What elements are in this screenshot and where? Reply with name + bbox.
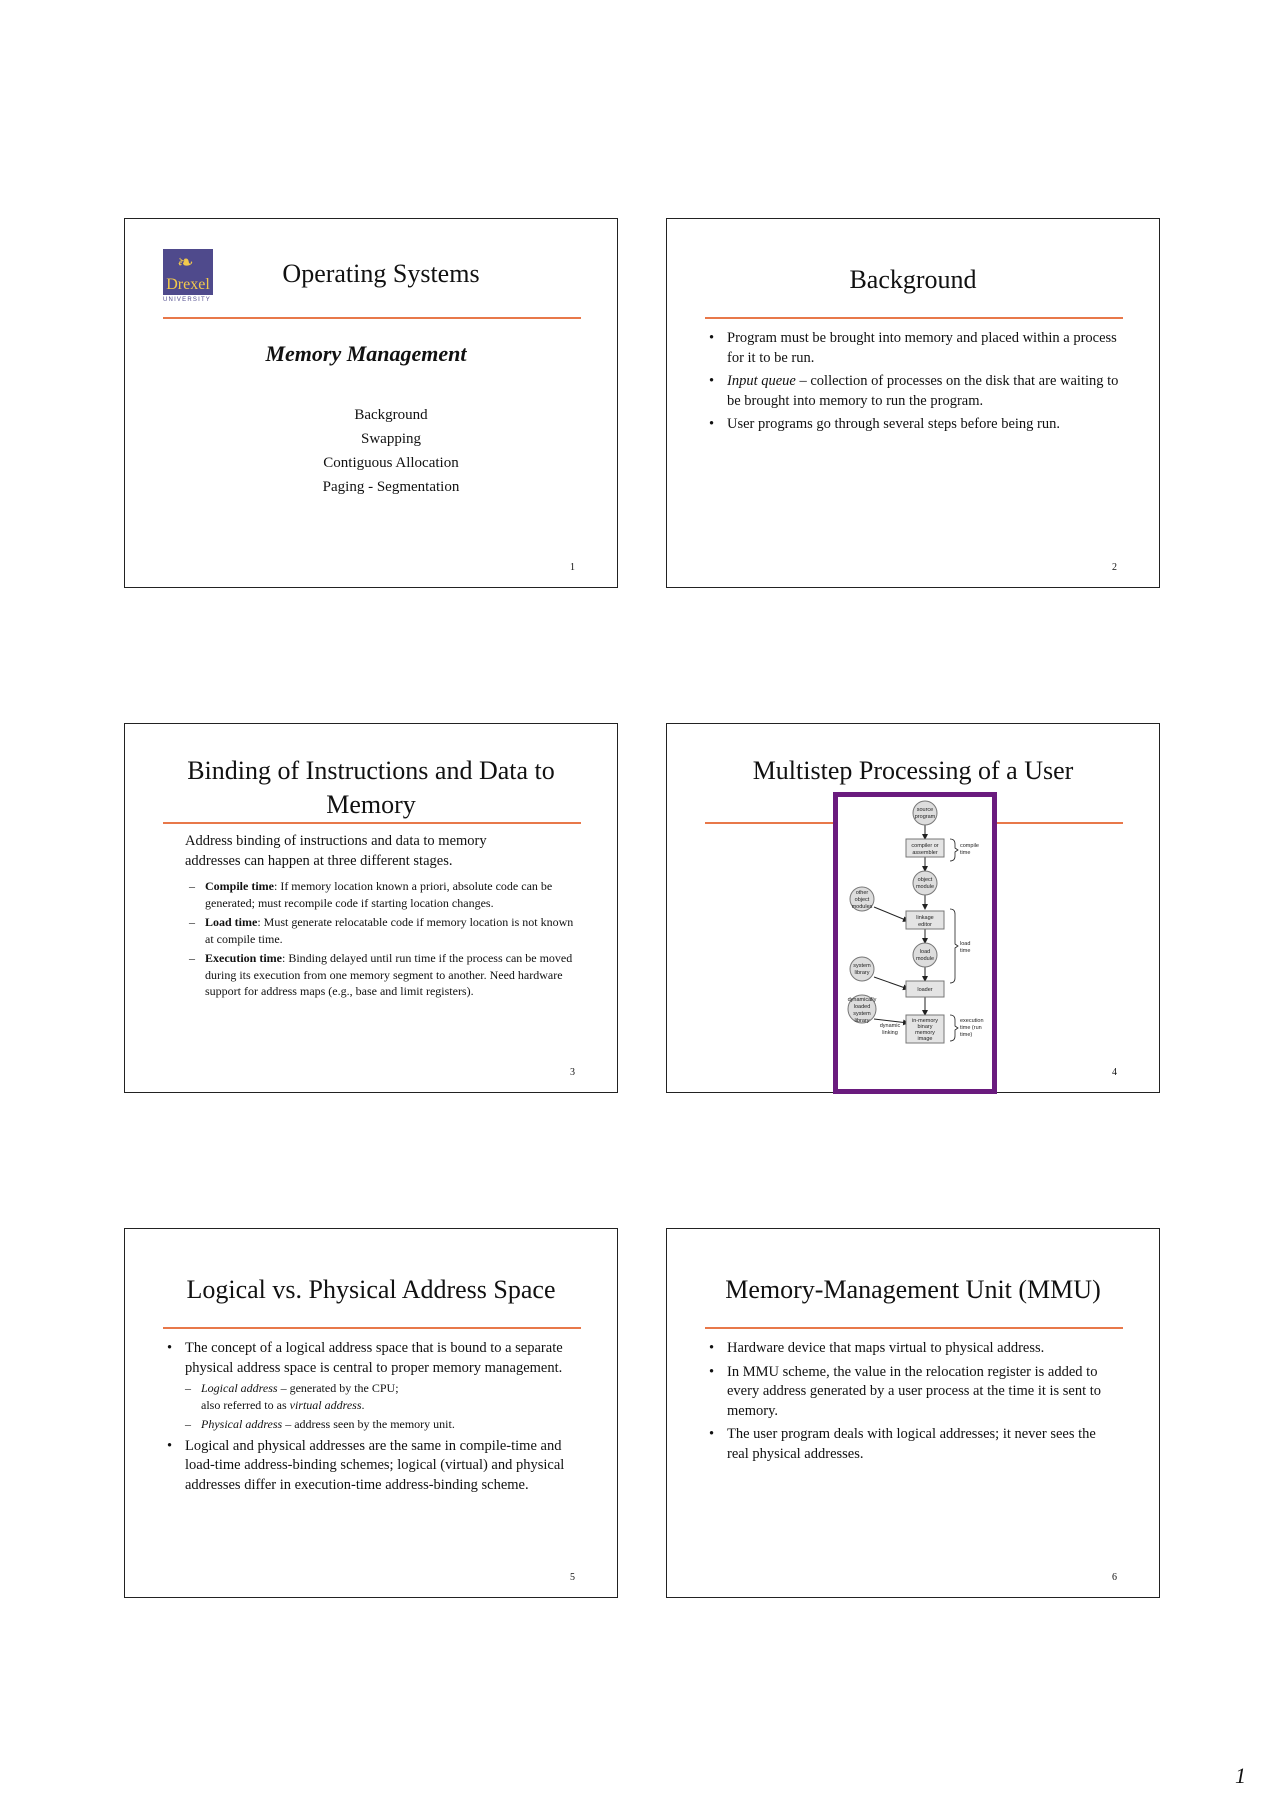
- label-line: modules: [851, 904, 873, 910]
- label-line: object: [854, 897, 870, 903]
- sub-item: [185, 1416, 577, 1433]
- slide-5: [124, 1228, 618, 1598]
- label-line: linkage: [916, 915, 934, 921]
- term: Logical address: [201, 1381, 278, 1395]
- title-rule: [163, 317, 581, 319]
- object-module-node: [913, 871, 937, 895]
- label-line: module: [915, 956, 935, 962]
- label-line: compile: [960, 843, 979, 849]
- label-line: library: [854, 1018, 870, 1024]
- bullet-item: • Program must be brought into memory and placed within a process for it to be run.: [703, 329, 1123, 368]
- slide-subtitle: Memory Management: [265, 341, 467, 366]
- topic-item: Swapping: [361, 431, 421, 447]
- term: Input queue: [727, 373, 796, 389]
- slide-title: Binding of Instructions and Data to Memory: [187, 756, 555, 819]
- definition: .: [361, 1397, 365, 1412]
- label-line: source: [916, 807, 934, 813]
- bullet-item: • Logical and physical addresses are the same in compile-time and load-time address-binding schemes; logical (virtual) and physical addresses differ in execution-time address-binding scheme.: [161, 1437, 577, 1496]
- label-line: load: [919, 949, 931, 955]
- slide-1: [124, 218, 618, 588]
- label-line: load: [960, 941, 971, 947]
- title-rule: [163, 1327, 581, 1329]
- slide-title: Multistep Processing of a User: [752, 756, 1074, 785]
- topic-item: Paging - Segmentation: [322, 479, 460, 495]
- label-line: assembler: [912, 850, 938, 856]
- label-line: compiler or: [911, 843, 939, 849]
- term: virtual address: [289, 1397, 362, 1412]
- system-library-node: [850, 957, 874, 981]
- sub-item: [189, 950, 579, 1000]
- sub-item: [185, 1380, 577, 1413]
- logo-name: Drexel: [166, 276, 210, 293]
- label-line: other: [855, 890, 869, 896]
- term: Physical address: [201, 1417, 283, 1431]
- bullet-item: • Hardware device that maps virtual to physical address.: [703, 1339, 1119, 1359]
- term: Execution time: [205, 951, 282, 965]
- label-line: loader: [917, 987, 933, 993]
- label-line: object: [917, 877, 933, 883]
- label-line: editor: [918, 922, 932, 928]
- sub-item: [189, 914, 579, 947]
- page-number: 1: [1235, 1763, 1246, 1788]
- bullet-text: The concept of a logical address space that is bound to a separate physical address space is central to proper memory management.: [185, 1340, 563, 1376]
- slide-title: Background: [849, 265, 977, 294]
- slide-number: 2: [1112, 562, 1117, 573]
- label-line: program: [914, 814, 936, 820]
- slide-6: [666, 1228, 1160, 1598]
- slide-title: Operating Systems: [282, 259, 480, 288]
- slide-number: 5: [570, 1572, 575, 1583]
- title-rule: [163, 822, 581, 824]
- slide-number: 6: [1112, 1572, 1117, 1583]
- label-line: dynamic: [879, 1023, 901, 1029]
- title-rule: [705, 1327, 1123, 1329]
- slide-title: Logical vs. Physical Address Space: [186, 1275, 556, 1304]
- label-line: image: [917, 1036, 933, 1042]
- load-module-node: [913, 943, 937, 967]
- label-line: time (run: [960, 1025, 982, 1031]
- bullet-list: [703, 1339, 1119, 1468]
- bullet-item: [703, 372, 1123, 411]
- definition: : Binding delayed until run time if the process can be moved during its execution from one memory segment to another. Need hardware support for address maps (e.g., base and limit registers).: [205, 951, 573, 998]
- definition: – address seen by the memory unit.: [282, 1417, 455, 1431]
- dragon-icon: ❧: [177, 252, 194, 274]
- title-rule: [705, 317, 1123, 319]
- bullet-item: • The user program deals with logical addresses; it never sees the real physical addresses.: [703, 1425, 1119, 1464]
- label-line: time): [960, 1032, 973, 1038]
- term: Load time: [205, 915, 258, 929]
- bullet-list: [703, 329, 1123, 439]
- label-line: linking: [882, 1030, 898, 1036]
- label-line: library: [854, 970, 870, 976]
- definition: : Must generate relocatable code if memory location is not known at compile time.: [205, 915, 574, 946]
- bullet-item: • User programs go through several steps before being run.: [703, 415, 1123, 435]
- bullet-item: • In MMU scheme, the value in the relocation register is added to every address generated by a user process at the time it is sent to memory.: [703, 1363, 1119, 1422]
- time-labels: [960, 843, 984, 1038]
- diagram-svg: [838, 797, 992, 1089]
- topic-item: Background: [354, 407, 428, 423]
- label-line: time: [960, 948, 971, 954]
- label-line: in-memory: [912, 1018, 938, 1024]
- logo-sub: UNIVERSITY: [163, 297, 212, 303]
- definition: : If memory location known a priori, absolute code can be generated; must recompile code if starting location changes.: [205, 879, 553, 910]
- label-line: system: [853, 963, 871, 969]
- slide-number: 4: [1112, 1067, 1117, 1078]
- label-line: time: [960, 850, 971, 856]
- slide-number: 3: [570, 1067, 575, 1078]
- slide-title: Memory-Management Unit (MMU): [725, 1275, 1101, 1304]
- label-line: dynamically: [847, 997, 877, 1003]
- sub-list: [189, 878, 579, 1003]
- slide-number: 1: [570, 562, 575, 573]
- slide-3: [124, 723, 618, 1093]
- intro-text: Address binding of instructions and data to memory addresses can happen at three different stages.: [185, 833, 487, 869]
- drexel-logo: [163, 249, 217, 307]
- multistep-diagram: [833, 792, 997, 1094]
- label-line: loaded: [853, 1004, 871, 1010]
- label-line: system: [853, 1011, 871, 1017]
- topic-item: Contiguous Allocation: [323, 455, 459, 471]
- label-line: module: [915, 884, 935, 890]
- slide-2: [666, 218, 1160, 588]
- slide-4: [666, 723, 1160, 1093]
- sub-list: [185, 1380, 577, 1433]
- definition: – collection of processes on the disk that are waiting to be brought into memory to run the program.: [727, 373, 1119, 409]
- definition: – generated by the CPU;: [277, 1381, 399, 1395]
- term: Compile time: [205, 879, 274, 893]
- bullet-item: [161, 1339, 577, 1433]
- definition: also referred to as: [201, 1397, 290, 1412]
- label-line: execution: [960, 1018, 984, 1024]
- bullet-list: [161, 1339, 577, 1499]
- sub-item: [189, 878, 579, 911]
- label-line: memory: [915, 1030, 935, 1036]
- label-line: binary: [917, 1024, 933, 1030]
- time-brackets: [950, 839, 958, 1041]
- source-program-node: [913, 801, 937, 825]
- topic-list: [285, 403, 497, 499]
